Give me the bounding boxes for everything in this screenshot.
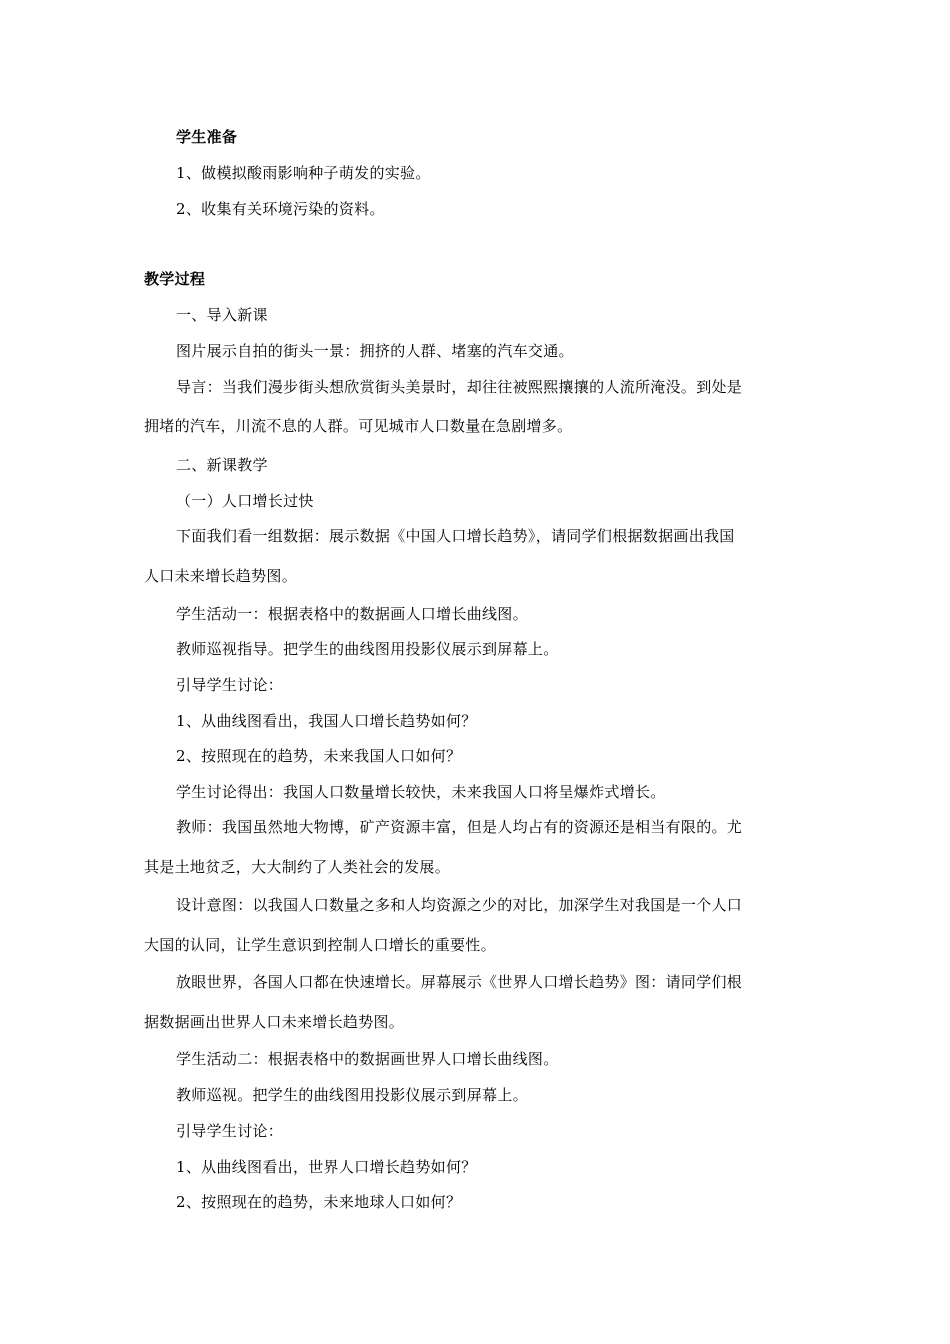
paragraph-line: 放眼世界，各国人口都在快速增长。屏幕展示《世界人口增长趋势》图：请同学们根 <box>176 973 743 991</box>
student-prep-item-2: 2、收集有关环境污染的资料。 <box>176 200 385 218</box>
paragraph-line: 图片展示自拍的街头一景：拥挤的人群、堵塞的汽车交通。 <box>176 342 574 360</box>
paragraph-line: 1、从曲线图看出，我国人口增长趋势如何？ <box>176 712 477 730</box>
student-prep-heading: 学生准备 <box>176 128 238 146</box>
paragraph-line: 大国的认同，让学生意识到控制人口增长的重要性。 <box>144 936 496 954</box>
paragraph-line: 1、从曲线图看出，世界人口增长趋势如何？ <box>176 1158 477 1176</box>
paragraph-line: 人口未来增长趋势图。 <box>144 567 298 585</box>
paragraph-line: 学生活动一：根据表格中的数据画人口增长曲线图。 <box>176 605 528 623</box>
paragraph-line: 学生讨论得出：我国人口数量增长较快，未来我国人口将呈爆炸式增长。 <box>176 783 666 801</box>
paragraph-line: （一）人口增长过快 <box>176 492 314 510</box>
paragraph-line: 下面我们看一组数据：展示数据《中国人口增长趋势》，请同学们根据数据画出我国 <box>176 527 735 545</box>
paragraph-line: 引导学生讨论： <box>176 1122 284 1140</box>
paragraph-line: 教师巡视。把学生的曲线图用投影仪展示到屏幕上。 <box>176 1086 528 1104</box>
paragraph-line: 二、新课教学 <box>176 456 268 474</box>
paragraph-line: 拥堵的汽车，川流不息的人群。可见城市人口数量在急剧增多。 <box>144 417 573 435</box>
paragraph-line: 2、按照现在的趋势，未来我国人口如何？ <box>176 747 462 765</box>
paragraph-line: 引导学生讨论： <box>176 676 284 694</box>
paragraph-line: 教师：我国虽然地大物博，矿产资源丰富，但是人均占有的资源还是相当有限的。尤 <box>176 818 743 836</box>
process-heading: 教学过程 <box>144 270 206 288</box>
paragraph-line: 其是土地贫乏，大大制约了人类社会的发展。 <box>144 858 451 876</box>
paragraph-line: 2、按照现在的趋势，未来地球人口如何？ <box>176 1193 462 1211</box>
paragraph-line: 一、导入新课 <box>176 306 268 324</box>
student-prep-item-1: 1、做模拟酸雨影响种子萌发的实验。 <box>176 164 431 182</box>
paragraph-line: 导言：当我们漫步街头想欣赏街头美景时，却往往被熙熙攘攘的人流所淹没。到处是 <box>176 378 743 396</box>
paragraph-line: 学生活动二：根据表格中的数据画世界人口增长曲线图。 <box>176 1050 559 1068</box>
paragraph-line: 设计意图：以我国人口数量之多和人均资源之少的对比，加深学生对我国是一个人口 <box>176 896 743 914</box>
paragraph-line: 教师巡视指导。把学生的曲线图用投影仪展示到屏幕上。 <box>176 640 559 658</box>
paragraph-line: 据数据画出世界人口未来增长趋势图。 <box>144 1013 405 1031</box>
